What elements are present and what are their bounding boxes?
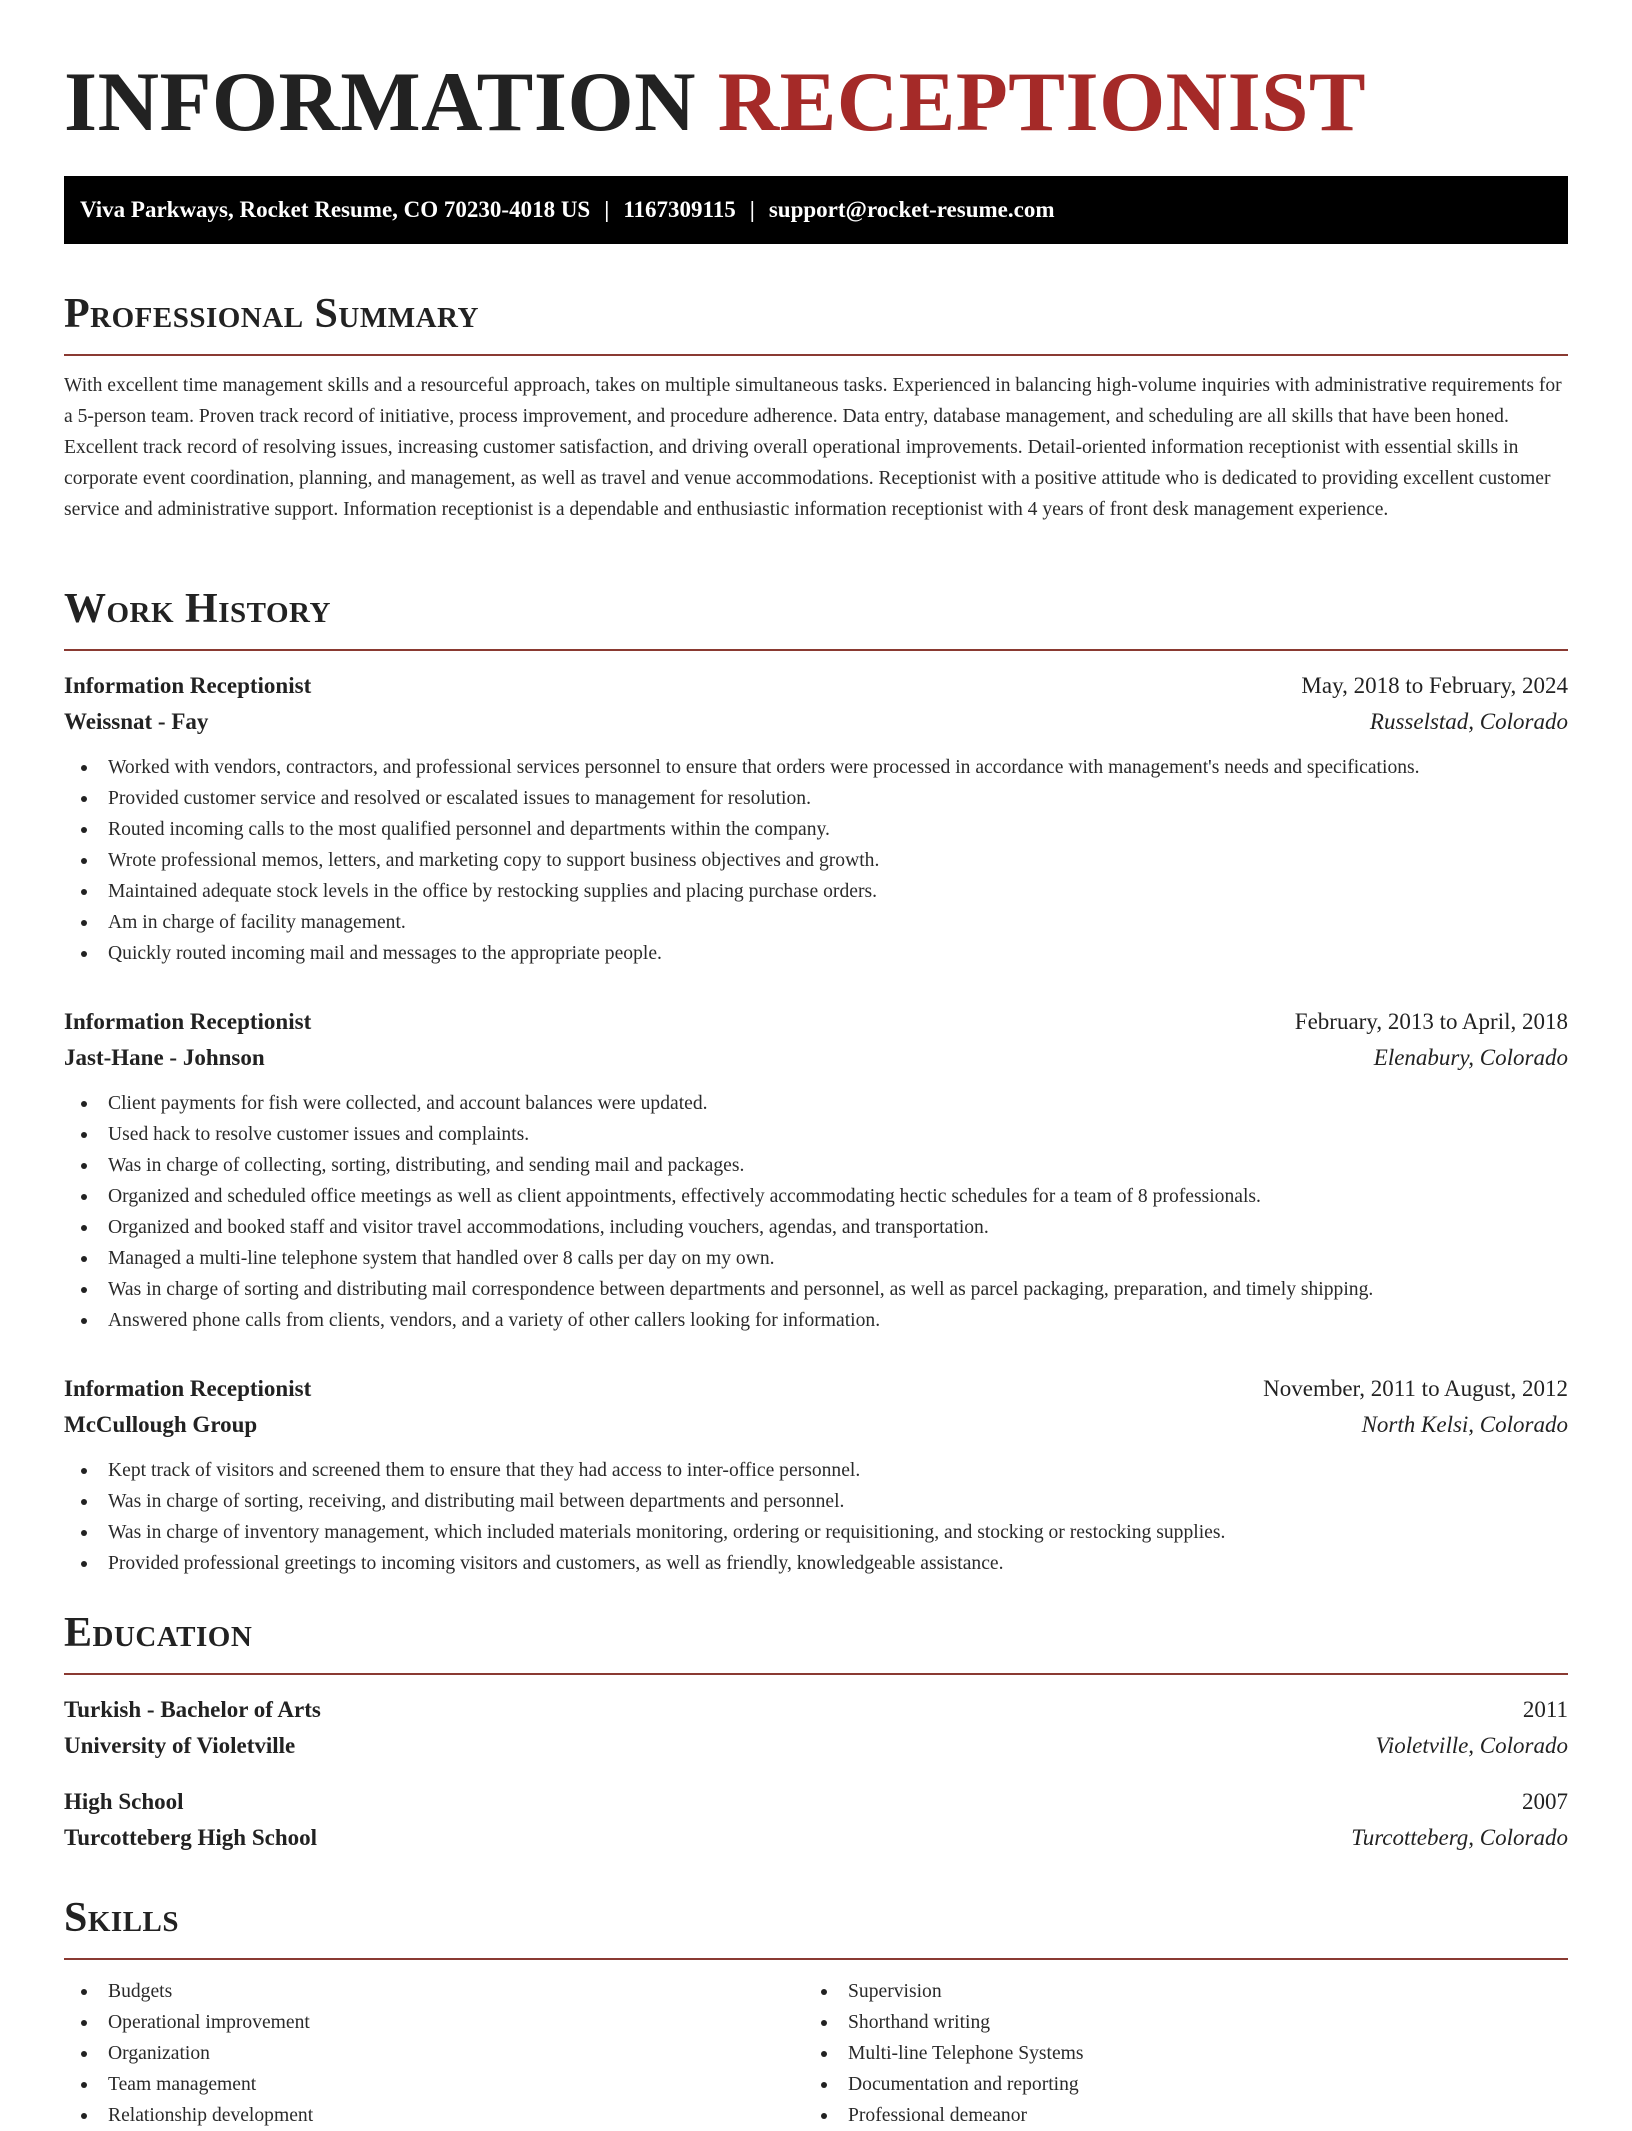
education-section [64,1607,1568,1856]
bullet-item: Maintained adequate stock levels in the office by restocking supplies and placing purchase orders. [64,876,1568,907]
skills-section [64,1892,1568,2131]
job-bullets [64,1455,1568,1579]
first-name: INFORMATION [64,55,696,149]
job-company: Jast-Hane - Johnson [64,1045,265,1070]
skills-columns [64,1976,1568,2131]
job-header-row [64,1004,1568,1040]
bullet-item: Client payments for fish were collected, and account balances were updated. [64,1088,1568,1119]
section-title-education: Education [64,1610,253,1656]
section-divider [64,1673,1568,1675]
job-header-row [64,1371,1568,1407]
section-divider [64,1958,1568,1960]
skill-item: Operational improvement [64,2007,804,2038]
job-dates: May, 2018 to February, 2024 [1301,673,1568,698]
bullet-item: Was in charge of sorting and distributing mail correspondence between departments and personnel, as well as parcel packaging, preparation, and timely shipping. [64,1274,1568,1305]
contact-phone: 1167309115 [623,197,736,222]
contact-bar [64,176,1568,244]
education-location: Violetville, Colorado [1375,1733,1568,1758]
job-dates: November, 2011 to August, 2012 [1263,1376,1568,1401]
education-header-row [64,1692,1568,1728]
skill-item: Documentation and reporting [804,2069,1544,2100]
job-company-row [64,1407,1568,1443]
bullet-item: Was in charge of sorting, receiving, and distributing mail between departments and personnel. [64,1486,1568,1517]
education-year: 2007 [1522,1789,1568,1814]
bullet-item: Used hack to resolve customer issues and complaints. [64,1119,1568,1150]
education-school: Turcotteberg High School [64,1825,318,1850]
skill-item: Professional demeanor [804,2100,1544,2131]
bullet-item: Provided professional greetings to incoming visitors and customers, as well as friendly, knowledgeable assistance. [64,1548,1568,1579]
job-location: North Kelsi, Colorado [1361,1412,1568,1437]
contact-address: Viva Parkways, Rocket Resume, CO 70230-4018 US [80,197,591,222]
job-location: Russelstad, Colorado [1369,709,1568,734]
education-school-row [64,1820,1568,1856]
education-degree: High School [64,1789,184,1814]
job-bullets [64,752,1568,969]
job-bullets [64,1088,1568,1336]
section-divider [64,354,1568,356]
job-title: Information Receptionist [64,673,312,698]
work-section [64,583,1568,1579]
bullet-item: Was in charge of inventory management, which included materials monitoring, ordering or requisitioning, and stocking or restocking supplies. [64,1517,1568,1548]
resume-page [64,0,1568,2126]
bullet-item: Wrote professional memos, letters, and marketing copy to support business objectives and growth. [64,845,1568,876]
education-year: 2011 [1522,1697,1568,1722]
job-title: Information Receptionist [64,1376,312,1401]
education-degree: Turkish - Bachelor of Arts [64,1697,321,1722]
skill-item: Supervision [804,1976,1544,2007]
bullet-item: Worked with vendors, contractors, and professional services personnel to ensure that orders were processed in accordance with management's needs and specifications. [64,752,1568,783]
section-title-skills: Skills [64,1895,180,1941]
education-header-row [64,1784,1568,1820]
section-divider [64,649,1568,651]
skill-item: Shorthand writing [804,2007,1544,2038]
job-entry [64,1004,1568,1336]
bullet-item: Am in charge of facility management. [64,907,1568,938]
skill-item: Relationship development [64,2100,804,2131]
skills-list-left [64,1976,804,2131]
skills-list-right [804,1976,1544,2131]
summary-text: With excellent time management skills and a resourceful approach, takes on multiple simultaneous tasks. Experienced in balancing high-volume inquiries with administrative requirements for a 5-person team. Proven track record of initiative, process improvement, and procedure adherence. Data entry, database management, and scheduling are all skills that have been honed. Excellent track record of resolving issues, increasing customer satisfaction, and driving overall operational improvements. Detail-oriented information receptionist with essential skills in corporate event coordination, planning, and management, as well as travel and venue accommodations. Receptionist with a positive attitude who is dedicated to providing excellent customer service and administrative support. Information receptionist is a dependable and enthusiastic information receptionist with 4 years of front desk management experience. [64,375,1562,520]
skill-item: Multi-line Telephone Systems [804,2038,1544,2069]
resume-name [64,0,1568,152]
contact-separator: | [604,197,610,222]
education-location: Turcotteberg, Colorado [1351,1825,1568,1850]
job-dates: February, 2013 to April, 2018 [1294,1009,1568,1034]
bullet-item: Routed incoming calls to the most qualified personnel and departments within the company. [64,814,1568,845]
job-company-row [64,1040,1568,1076]
education-entry [64,1692,1568,1764]
job-title: Information Receptionist [64,1009,312,1034]
bullet-item: Managed a multi-line telephone system that handled over 8 calls per day on my own. [64,1243,1568,1274]
section-title-summary: Professional Summary [64,291,479,337]
bullet-item: Kept track of visitors and screened them to ensure that they had access to inter-office personnel. [64,1455,1568,1486]
job-entry [64,668,1568,969]
section-title-work: Work History [64,586,331,632]
skill-item: Budgets [64,1976,804,2007]
job-company: Weissnat - Fay [64,709,209,734]
bullet-item: Quickly routed incoming mail and messages to the appropriate people. [64,938,1568,969]
education-entry [64,1784,1568,1856]
bullet-item: Provided customer service and resolved or escalated issues to management for resolution. [64,783,1568,814]
bullet-item: Answered phone calls from clients, vendors, and a variety of other callers looking for information. [64,1305,1568,1336]
skill-item: Organization [64,2038,804,2069]
contact-separator: | [749,197,755,222]
job-company: McCullough Group [64,1412,258,1437]
job-entry [64,1371,1568,1579]
education-school-row [64,1728,1568,1764]
skill-item: Team management [64,2069,804,2100]
contact-email[interactable]: support@rocket-resume.com [768,197,1055,222]
job-location: Elenabury, Colorado [1373,1045,1568,1070]
job-company-row [64,704,1568,740]
education-school: University of Violetville [64,1733,296,1758]
bullet-item: Was in charge of collecting, sorting, distributing, and sending mail and packages. [64,1150,1568,1181]
bullet-item: Organized and booked staff and visitor travel accommodations, including vouchers, agendas, and transportation. [64,1212,1568,1243]
bullet-item: Organized and scheduled office meetings as well as client appointments, effectively accommodating hectic schedules for a team of 8 professionals. [64,1181,1568,1212]
last-name: RECEPTIONIST [717,55,1367,149]
summary-section [64,288,1568,525]
job-header-row [64,668,1568,704]
